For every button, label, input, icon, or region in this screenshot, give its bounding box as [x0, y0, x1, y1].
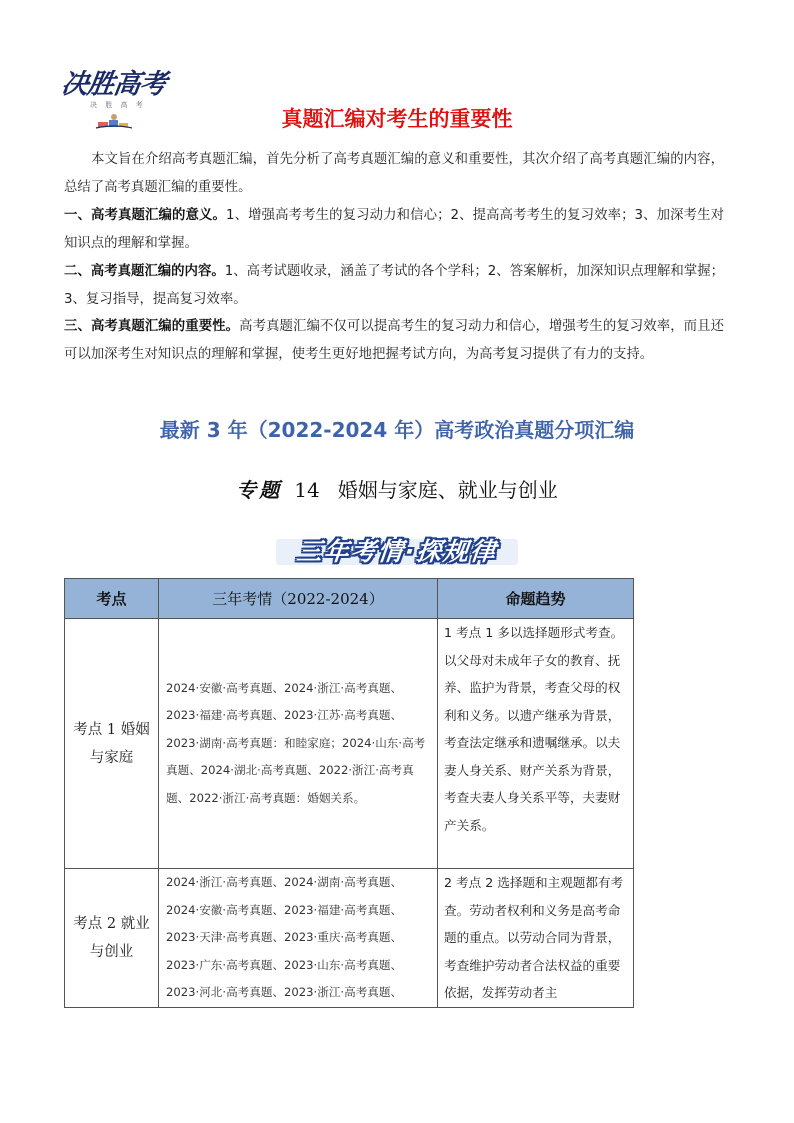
content-text: 1、高考试题收录，涵盖了考试的各个学科；2、答案解析，加深知识点理解和掌握；3、复习指导，提高复习效率。 [64, 264, 725, 307]
point-cell: 考点 2 就业与创业 [65, 869, 159, 1008]
exam-analysis-table [64, 578, 634, 1008]
header-point: 考点 [65, 579, 159, 619]
exams-cell: 2024·浙江·高考真题、2024·湖南·高考真题、2024·安徽·高考真题、2023·福建·高考真题、2023·天津·高考真题、2023·重庆·高考真题、2023·广东·高考真题、2023·山东·高考真题、2023·河北·高考真题、2023·浙江·高考真题、 [159, 869, 438, 1008]
topic-name: 婚姻与家庭、就业与创业 [337, 478, 558, 502]
logo-text: 决胜高考 [59, 69, 168, 100]
table-header-row [65, 579, 634, 619]
importance-text: 高考真题汇编不仅可以提高考生的复习动力和信心，增强考生的复习效率，而且还可以加深考生对知识点的理解和掌握，使考生更好地把握考试方向，为高考复习提供了有力的支持。 [64, 319, 724, 362]
logo-subtext: 决 胜 高 考 [90, 101, 146, 109]
significance-heading: 一、高考真题汇编的意义。 [64, 208, 226, 223]
point-cell: 考点 1 婚姻与家庭 [65, 619, 159, 869]
header-exams: 三年考情（2022-2024） [159, 579, 438, 619]
topic-number: 14 [294, 478, 320, 502]
document-title: 真题汇编对考生的重要性 [281, 107, 513, 131]
significance-paragraph [64, 202, 724, 257]
header-trend: 命题趋势 [438, 579, 634, 619]
table-row [65, 869, 634, 1008]
content-paragraph [64, 258, 724, 313]
importance-paragraph [64, 313, 724, 368]
importance-heading: 三、高考真题汇编的重要性。 [64, 319, 240, 334]
trend-cell: 2 考点 2 选择题和主观题都有考查。劳动者权利和义务是高考命题的重点。以劳动合同为背景，考查维护劳动者合法权益的重要依据，发挥劳动者主 [438, 869, 634, 1008]
topic-tag: 专题 [236, 478, 283, 502]
intro-paragraph: 本文旨在介绍高考真题汇编，首先分析了高考真题汇编的意义和重要性，其次介绍了高考真题汇编的内容，总结了高考真题汇编的重要性。 [64, 152, 724, 195]
trend-cell: 1 考点 1 多以选择题形式考查。以父母对未成年子女的教育、抚养、监护为背景，考查父母的权利和义务。以遗产继承为背景，考查法定继承和遗嘱继承。以夫妻人身关系、财产关系为背景，考查夫妻人身关系平等，夫妻财产关系。 [438, 619, 634, 869]
banner-text: 三年考情·探规律 [295, 537, 499, 566]
content-heading: 二、高考真题汇编的内容。 [64, 264, 225, 279]
significance-text: 1、增强高考考生的复习动力和信心；2、提高高考考生的复习效率；3、加深考生对知识点的理解和掌握。 [64, 208, 724, 251]
section-banner [270, 535, 524, 569]
topic-heading [0, 474, 794, 503]
table-row [65, 619, 634, 869]
exams-cell: 2024·安徽·高考真题、2024·浙江·高考真题、2023·福建·高考真题、2023·江苏·高考真题、2023·湖南·高考真题：和睦家庭；2024·山东·高考真题、2024·湖北·高考真题、2022·浙江·高考真题、2022·浙江·高考真题：婚姻关系。 [159, 619, 438, 869]
section-title: 最新 3 年（2022-2024 年）高考政治真题分项汇编 [159, 418, 635, 442]
